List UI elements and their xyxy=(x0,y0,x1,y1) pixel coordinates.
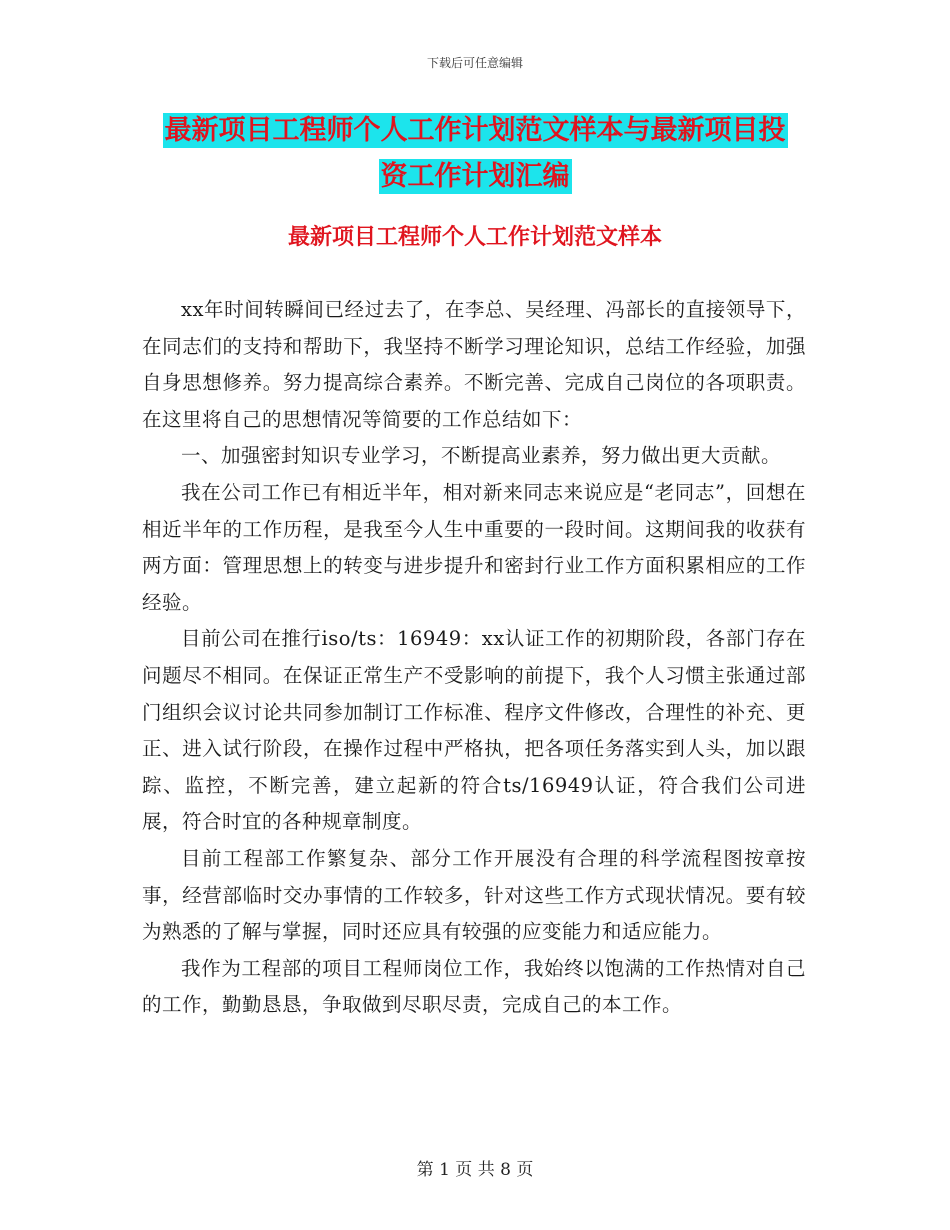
body-paragraph: 我在公司工作已有相近半年，相对新来同志来说应是“老同志”，回想在相近半年的工作历程，是我至今人生中重要的一段时间。这期间我的收获有两方面：管理思想上的转变与进步提升和密封行业工作方面积累相应的工作经验。 xyxy=(142,480,806,614)
page-header-note: 下载后可任意编辑 xyxy=(426,56,523,70)
document-title xyxy=(150,108,800,200)
body-paragraph: 目前工程部工作繁复杂、部分工作开展没有合理的科学流程图按章按事，经营部临时交办事情的工作较多，针对这些工作方式现状情况。要有较为熟悉的了解与掌握，同时还应具有较强的应变能力和适应能力。 xyxy=(142,846,806,944)
document-body xyxy=(142,292,806,1024)
body-paragraph: xx年时间转瞬间已经过去了，在李总、吴经理、冯部长的直接领导下，在同志们的支持和帮助下，我坚持不断学习理论知识，总结工作经验，加强自身思想修养。努力提高综合素养。不断完善、完成自己岗位的各项职责。在这里将自己的思想情况等简要的工作总结如下： xyxy=(142,298,806,431)
body-paragraph: 目前公司在推行iso/ts：16949：xx认证工作的初期阶段，各部门存在问题尽不相同。在保证正常生产不受影响的前提下，我个人习惯主张通过部门组织会议讨论共同参加制订工作标准、程序文件修改，合理性的补充、更正、进入试行阶段，在操作过程中严格执，把各项任务落实到人头，加以跟踪、监控，不断完善，建立起新的符合ts/16949认证，符合我们公司进展，符合时宜的各种规章制度。 xyxy=(142,627,806,834)
document-title-line-2: 资工作计划汇编 xyxy=(380,161,570,192)
page-number: 第 1 页 共 8 页 xyxy=(416,1160,534,1180)
section-title: 最新项目工程师个人工作计划范文样本 xyxy=(287,225,662,250)
document-title-line-1: 最新项目工程师个人工作计划范文样本与最新项目投 xyxy=(164,115,786,146)
body-paragraph: 我作为工程部的项目工程师岗位工作，我始终以饱满的工作热情对自己的工作，勤勤恳恳，争取做到尽职尽责，完成自己的本工作。 xyxy=(142,956,806,1017)
body-paragraph: 一、加强密封知识专业学习，不断提高业素养，努力做出更大贡献。 xyxy=(181,444,782,468)
